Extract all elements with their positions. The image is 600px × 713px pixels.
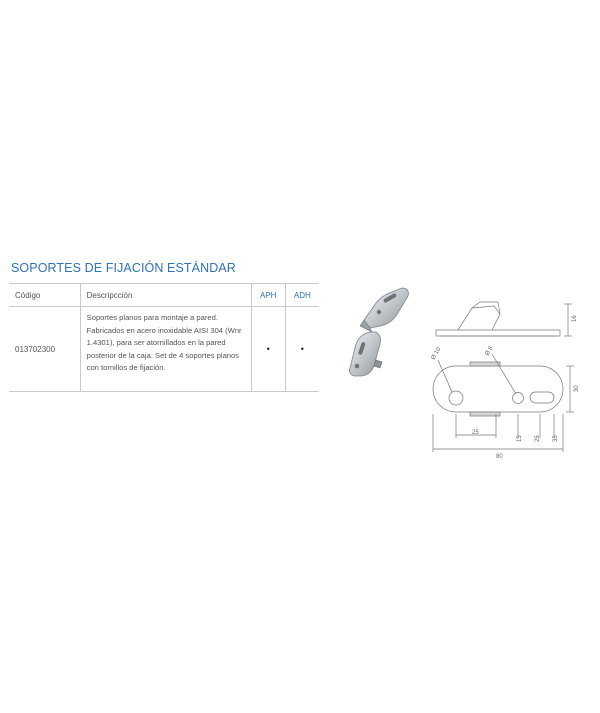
dim-25-left: 25 xyxy=(472,430,479,436)
bracket-photo xyxy=(336,282,416,382)
dim-25-right: 25 xyxy=(535,435,541,442)
bracket-upper xyxy=(360,288,408,332)
dim-hole-small: Ø 8 xyxy=(484,345,495,357)
header-description: Descripcción xyxy=(80,284,251,307)
description-line: 1.4301), para ser atornillados en la pared xyxy=(86,338,226,348)
header-adh: ADH xyxy=(285,284,319,307)
dim-width-side: 30 xyxy=(574,385,580,392)
description-line: Fabricados en acero inoxidable AISI 304 (Wnr xyxy=(86,325,242,335)
description-line: con tornillos de fijación. xyxy=(86,363,166,373)
side-view-drawing xyxy=(428,296,583,346)
top-view-drawing xyxy=(420,345,590,462)
section-title: SOPORTES DE FIJACIÓN ESTÁNDAR xyxy=(11,261,236,275)
dim-15: 15 xyxy=(517,435,523,442)
description-line: posterior de la caja. Set de 4 soportes planos xyxy=(86,350,240,360)
header-code: Código xyxy=(9,284,80,307)
table-row xyxy=(9,307,319,392)
dim-hole-large: Ø 10 xyxy=(430,346,443,361)
cell-adh-dot: • xyxy=(285,307,319,392)
cell-description xyxy=(80,307,251,392)
header-aph: APH xyxy=(251,284,285,307)
dim-total: 80 xyxy=(496,454,503,460)
bracket-lower xyxy=(350,332,383,376)
cell-aph-dot: • xyxy=(251,307,285,392)
dim-35: 35 xyxy=(553,435,559,442)
cell-code: 013702300 xyxy=(9,307,80,392)
dim-height: 16 xyxy=(572,315,578,322)
product-table xyxy=(9,283,319,392)
table-header-row xyxy=(9,284,319,307)
description-line: Soportes planos para montaje a pared. xyxy=(86,313,218,322)
